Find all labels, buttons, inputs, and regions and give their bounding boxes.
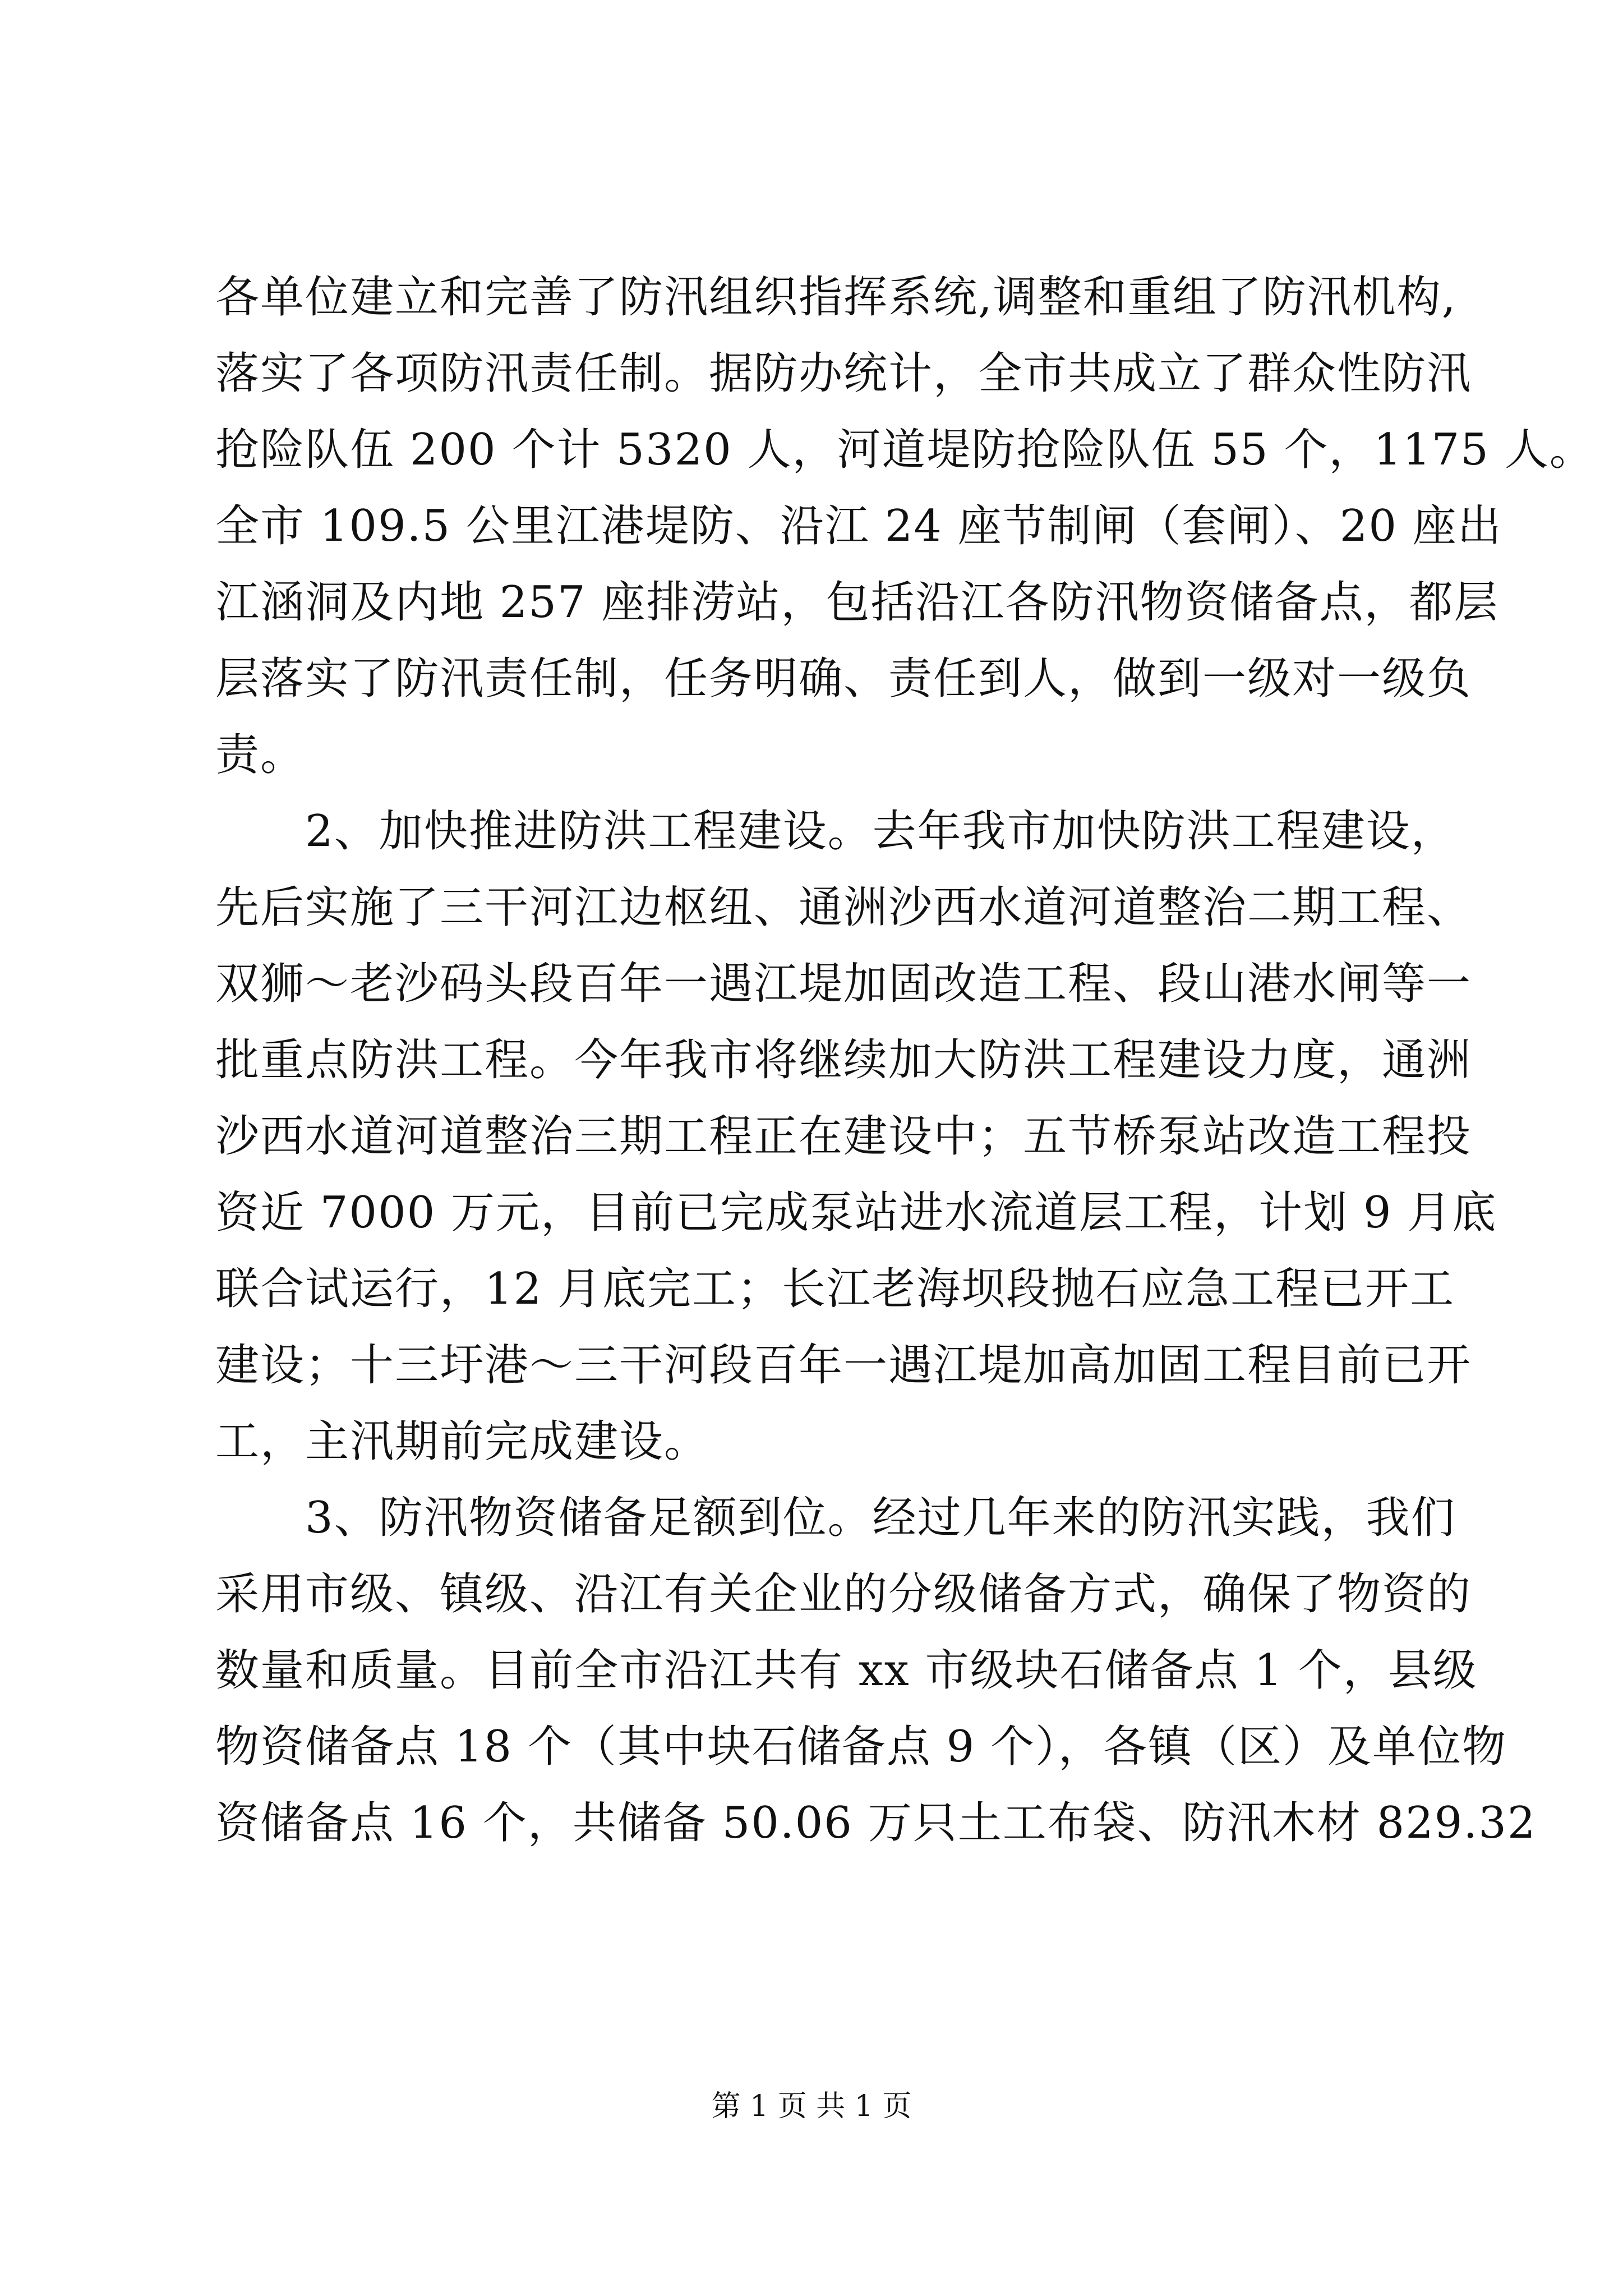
text-line: 采用市级、镇级、沿江有关企业的分级储备方式，确保了物资的 [215,1569,1472,1619]
text-line: 江涵洞及内地 257 座排涝站，包括沿江各防汛物资储备点，都层 [215,577,1499,628]
paragraph-heading-line: 3、防汛物资储备足额到位。经过几年来的防汛实践，我们 [305,1493,1456,1543]
page-footer: 第 1 页 共 1 页 [711,2090,912,2123]
text-line: 数量和质量。目前全市沿江共有 xx 市级块石储备点 1 个，县级 [215,1645,1478,1696]
text-line: 批重点防洪工程。今年我市将继续加大防洪工程建设力度，通洲 [215,1035,1472,1085]
text-line: 建设；十三圩港～三干河段百年一遇江堤加高加固工程目前已开 [215,1340,1472,1391]
text-line: 全市 109.5 公里江港堤防、沿江 24 座节制闸（套闸）、20 座出 [215,501,1502,551]
text-line: 双狮～老沙码头段百年一遇江堤加固改造工程、段山港水闸等一 [215,959,1472,1009]
body-text [215,259,1594,1861]
text-line: 资近 7000 万元，目前已完成泵站进水流道层工程，计划 9 月底 [215,1188,1497,1238]
text-line: 各单位建立和完善了防汛组织指挥系统,调整和重组了防汛机构, [215,272,1457,323]
paragraph-heading-line: 2、加快推进防洪工程建设。去年我市加快防洪工程建设， [305,806,1456,857]
text-line: 资储备点 16 个，共储备 50.06 万只土工布袋、防汛木材 829.32 [215,1798,1537,1848]
text-line: 工，主汛期前完成建设。 [215,1416,709,1467]
text-line: 沙西水道河道整治三期工程正在建设中；五节桥泵站改造工程投 [215,1111,1472,1162]
text-line: 落实了各项防汛责任制。据防办统计，全市共成立了群众性防汛 [215,348,1472,399]
text-line: 抢险队伍 200 个计 5320 人，河道堤防抢险队伍 55 个，1175 人。 [215,425,1594,475]
text-line: 物资储备点 18 个（其中块石储备点 9 个），各镇（区）及单位物 [215,1722,1507,1772]
text-line: 层落实了防汛责任制，任务明确、责任到人，做到一级对一级负 [215,654,1472,704]
text-line: 先后实施了三干河江边枢纽、通洲沙西水道河道整治二期工程、 [215,882,1472,933]
text-line: 责。 [215,730,306,780]
text-line: 联合试运行，12 月底完工；长江老海坝段抛石应急工程已开工 [215,1264,1455,1314]
